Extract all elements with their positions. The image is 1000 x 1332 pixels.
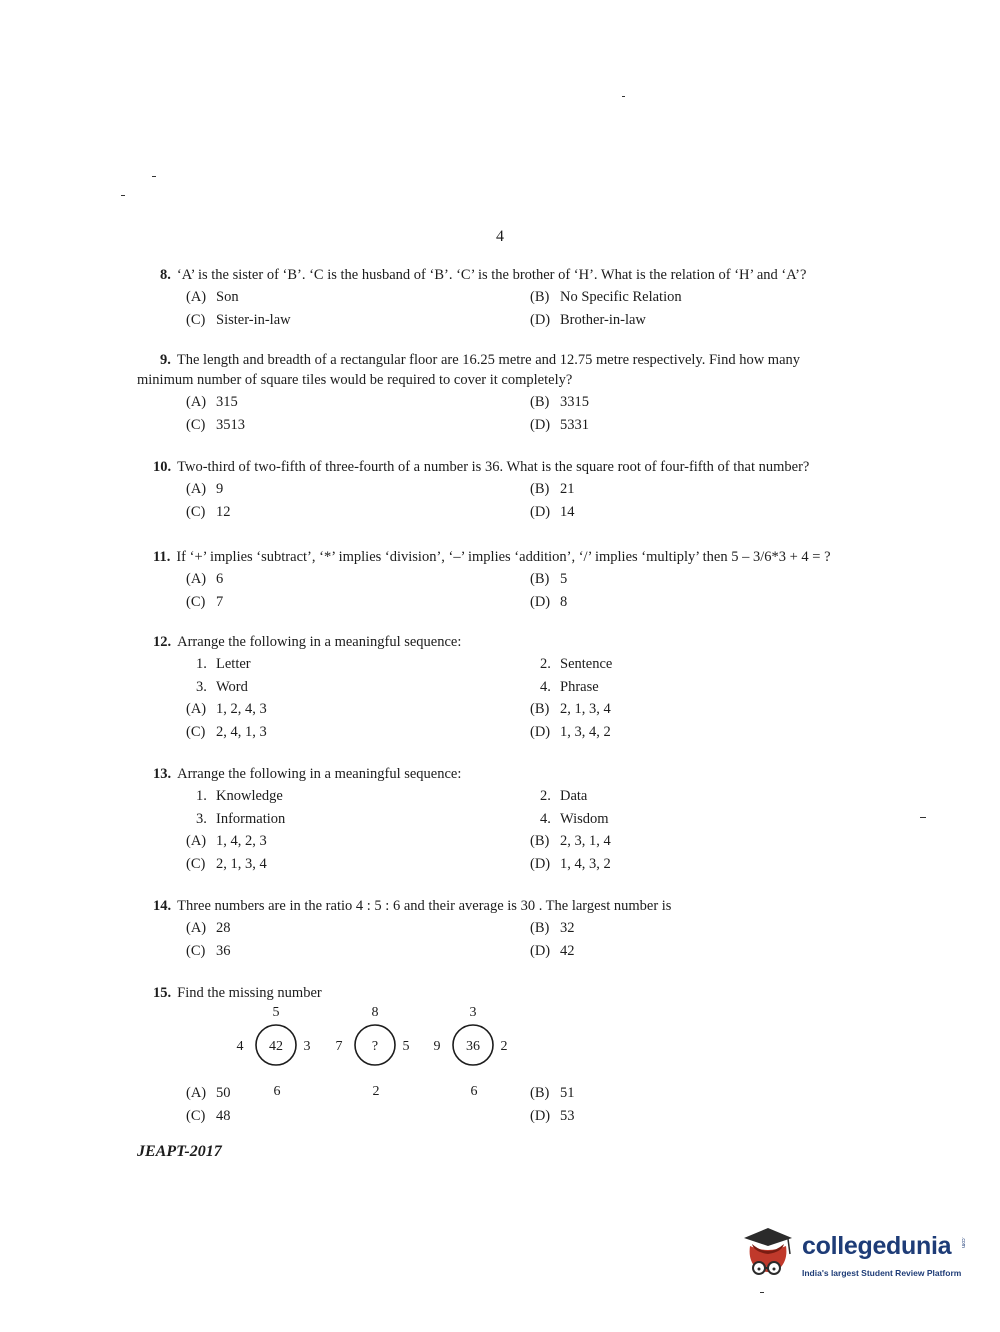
option-a: (A) 6 — [186, 571, 224, 587]
item-2: 2. Sentence — [540, 656, 613, 672]
option-c: (C) 2, 1, 3, 4 — [186, 855, 267, 872]
circle-right-number: 2 — [500, 1039, 508, 1054]
option-a: (A) 1, 2, 4, 3 — [186, 701, 267, 717]
option-a: (A) 28 — [186, 920, 231, 936]
question-text: If ‘+’ implies ‘subtract’, ‘*’ implies ‘division’, ‘–’ implies ‘addition’, ‘/’ implies ‘multiply’ then 5 – 3/6*3 + 4 = ? — [176, 549, 831, 565]
option-d: (D) 8 — [530, 593, 568, 610]
question-number: 12. — [153, 634, 172, 650]
question-number: 14. — [153, 898, 172, 914]
item-4: 4. Wisdom — [540, 810, 609, 827]
circle-left-number: 4 — [236, 1039, 244, 1054]
question-13 — [153, 764, 858, 876]
item-1: 1. Letter — [196, 656, 251, 672]
question-10 — [153, 457, 858, 524]
option-a: (A) 315 — [186, 394, 238, 410]
scan-mark — [622, 96, 625, 97]
option-d: (D) 14 — [530, 503, 575, 520]
question-text: Two-third of two-fifth of three-fourth of a number is 36. What is the square root of four-fifth of that number? — [177, 459, 810, 475]
option-b: (B) 5 — [530, 571, 568, 587]
option-d: (D) 42 — [530, 942, 575, 959]
question-number: 15. — [153, 985, 172, 1001]
question-text-continued: minimum number of square tiles would be required to cover it completely? — [137, 372, 573, 388]
question-11 — [153, 547, 858, 614]
circle-top-number: 3 — [469, 1005, 477, 1020]
circle-left-number: 9 — [433, 1039, 441, 1054]
option-b: (B) 2, 1, 3, 4 — [530, 701, 611, 717]
question-15-options — [153, 1083, 858, 1128]
option-c: (C) 48 — [186, 1107, 231, 1124]
question-text: ‘A’ is the sister of ‘B’. ‘C is the husband of ‘B’. ‘C’ is the brother of ‘H’. What is the relation of ‘H’ and ‘A’? — [176, 267, 807, 283]
scan-mark — [152, 176, 156, 177]
option-d: (D) Brother-in-law — [530, 311, 646, 328]
option-a: (A) 50 — [186, 1085, 231, 1101]
exam-code-footer: JEAPT-2017 — [137, 1143, 222, 1160]
question-text: The length and breadth of a rectangular floor are 16.25 metre and 12.75 metre respectively. Find how many — [176, 352, 801, 368]
circle-bottom-number: 6 — [470, 1084, 478, 1099]
option-d: (D) 1, 4, 3, 2 — [530, 855, 611, 872]
circle-bottom-number: 6 — [273, 1084, 281, 1099]
option-b: (B) 2, 3, 1, 4 — [530, 833, 611, 849]
circle-bottom-number: 2 — [372, 1084, 380, 1099]
option-b: (B) 32 — [530, 920, 575, 936]
option-c: (C) 3513 — [186, 416, 245, 433]
question-9 — [137, 350, 865, 437]
question-number: 9. — [160, 352, 171, 368]
item-4: 4. Phrase — [540, 678, 599, 695]
question-number: 8. — [160, 267, 171, 283]
question-number: 13. — [153, 766, 172, 782]
logo-wordmark: collegedunia — [802, 1232, 952, 1260]
item-3: 3. Word — [196, 678, 248, 695]
question-text: Arrange the following in a meaningful sequence: — [177, 766, 462, 782]
circle-top-number: 5 — [272, 1005, 280, 1020]
scan-mark — [121, 195, 125, 196]
scan-mark — [920, 817, 926, 818]
option-a: (A) 9 — [186, 481, 224, 497]
option-c: (C) Sister-in-law — [186, 311, 291, 328]
item-2: 2. Data — [540, 788, 588, 804]
option-b: (B) 3315 — [530, 394, 589, 410]
item-1: 1. Knowledge — [196, 788, 283, 804]
question-text: Find the missing number — [177, 985, 322, 1001]
option-b: (B) 21 — [530, 481, 575, 497]
question-number: 10. — [153, 459, 172, 475]
option-b: (B) 51 — [530, 1085, 575, 1101]
circle-right-number: 3 — [303, 1039, 311, 1054]
circle-left-number: 7 — [335, 1039, 343, 1054]
question-8 — [160, 265, 865, 332]
logo-tagline: India's largest Student Review Platform — [802, 1268, 962, 1278]
circle-right-number: 5 — [402, 1039, 410, 1054]
option-a: (A) Son — [186, 289, 239, 305]
circle-center-number: 42 — [269, 1039, 283, 1054]
question-12 — [153, 632, 858, 744]
question-text: Arrange the following in a meaningful sequence: — [177, 634, 462, 650]
option-c: (C) 7 — [186, 593, 224, 610]
logo-domain-suffix: .com — [960, 1237, 966, 1248]
item-3: 3. Information — [196, 810, 286, 827]
option-d: (D) 53 — [530, 1107, 575, 1124]
page-number: 4 — [496, 228, 504, 245]
question-number: 11. — [153, 549, 171, 565]
circle-center-number: ? — [371, 1039, 379, 1054]
circle-top-number: 8 — [371, 1005, 379, 1020]
option-b: (B) No Specific Relation — [530, 289, 682, 305]
option-c: (C) 36 — [186, 942, 231, 959]
circle-center-number: 36 — [466, 1039, 480, 1054]
option-d: (D) 1, 3, 4, 2 — [530, 723, 611, 740]
option-c: (C) 2, 4, 1, 3 — [186, 723, 267, 740]
question-14 — [153, 896, 858, 963]
mascot-icon — [738, 1224, 800, 1284]
question-text: Three numbers are in the ratio 4 : 5 : 6 and their average is 30 . The largest number is — [177, 898, 672, 914]
option-d: (D) 5331 — [530, 416, 589, 433]
option-c: (C) 12 — [186, 503, 231, 520]
collegedunia-logo[interactable] — [738, 1224, 978, 1296]
option-a: (A) 1, 4, 2, 3 — [186, 833, 267, 849]
